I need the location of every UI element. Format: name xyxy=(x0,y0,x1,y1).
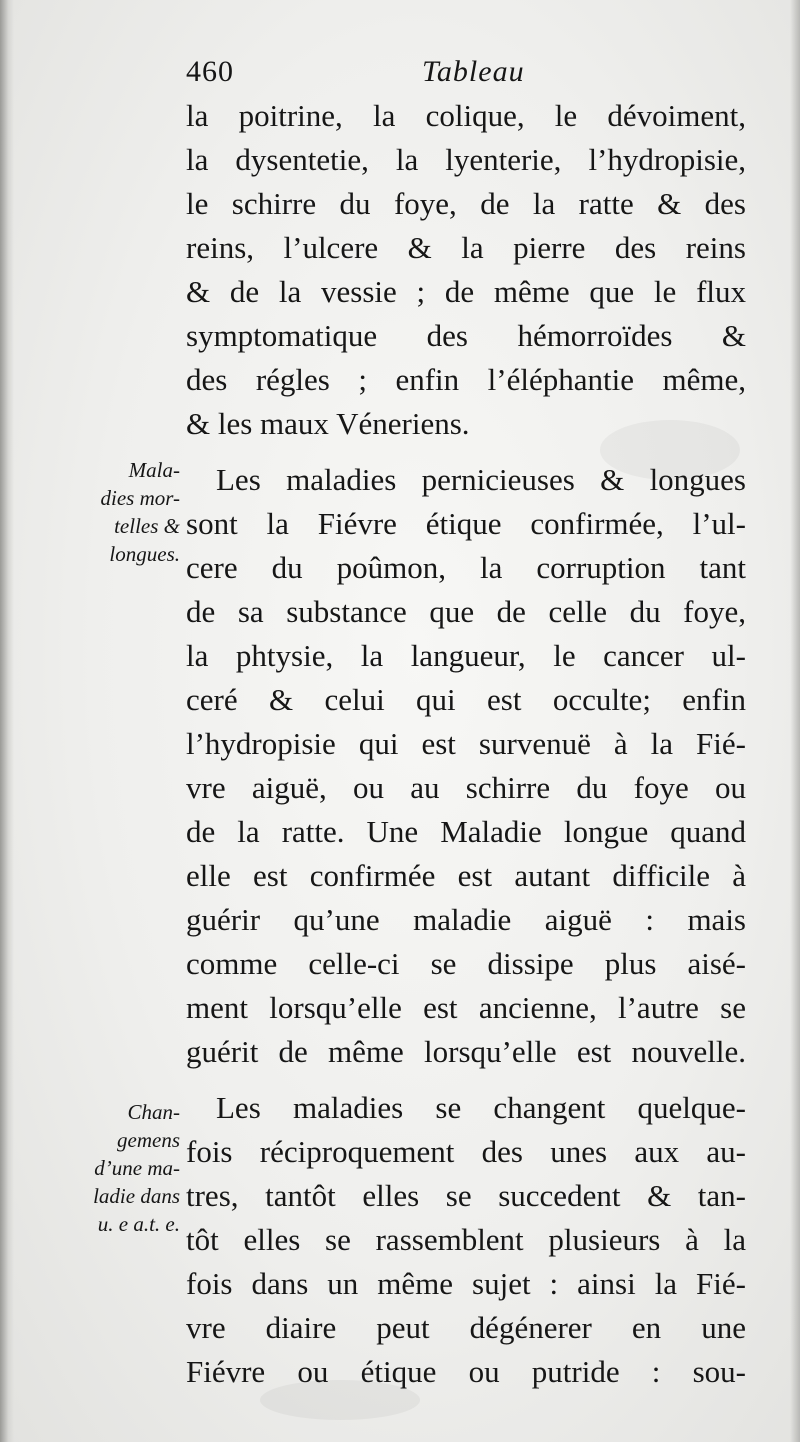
margin-note-changemens xyxy=(40,1098,180,1238)
text-line: le schirre du foye, de la ratte & des xyxy=(186,186,746,221)
margin-note-line: gemens xyxy=(117,1128,180,1152)
text-line: ceré & celui qui est occulte; enfin xyxy=(186,682,746,717)
margin-note-line: Mala- xyxy=(128,458,180,482)
text-line: symptomatique des hémorroïdes & xyxy=(186,318,746,353)
text-line: la phtysie, la langueur, le cancer ul- xyxy=(186,638,746,673)
margin-note-line: u. e a.t. e. xyxy=(97,1212,180,1236)
page-number: 460 xyxy=(186,55,234,88)
text-line: guérir qu’une maladie aiguë : mais xyxy=(186,902,746,937)
page-gutter-shadow xyxy=(0,0,14,1442)
margin-note-line: longues. xyxy=(109,542,180,566)
margin-note-line: d’une ma- xyxy=(94,1156,180,1180)
page-edge-shadow xyxy=(790,0,800,1442)
text-line: tôt elles se rassemblent plusieurs à la xyxy=(186,1222,746,1257)
paragraph-start-line: Les maladies se changent quelque- xyxy=(216,1090,746,1125)
text-line: fois dans un même sujet : ainsi la Fié- xyxy=(186,1266,746,1301)
text-line: cere du poûmon, la corruption tant xyxy=(186,550,746,585)
text-line: ment lorsqu’elle est ancienne, l’autre se xyxy=(186,990,746,1025)
text-line: sont la Fiévre étique confirmée, l’ul- xyxy=(186,506,746,541)
text-line: tres, tantôt elles se succedent & tan- xyxy=(186,1178,746,1213)
text-line: vre aiguë, ou au schirre du foye ou xyxy=(186,770,746,805)
text-line: la dysentetie, la lyenterie, l’hydropisie, xyxy=(186,142,746,177)
margin-note-line: dies mor- xyxy=(100,486,180,510)
text-line: vre diaire peut dégénerer en une xyxy=(186,1310,746,1345)
text-line: & de la vessie ; de même que le flux xyxy=(186,274,746,309)
margin-note-line: telles & xyxy=(114,514,180,538)
text-line: la poitrine, la colique, le dévoiment, xyxy=(186,98,746,133)
text-line: reins, l’ulcere & la pierre des reins xyxy=(186,230,746,265)
text-line: comme celle-ci se dissipe plus aisé- xyxy=(186,946,746,981)
text-line: fois réciproquement des unes aux au- xyxy=(186,1134,746,1169)
text-line: & les maux Véneriens. xyxy=(186,406,470,441)
text-line: Fiévre ou étique ou putride : sou- xyxy=(186,1354,746,1389)
margin-note-line: ladie dans xyxy=(93,1184,180,1208)
text-line: de la ratte. Une Maladie longue quand xyxy=(186,814,746,849)
text-line: guérit de même lorsqu’elle est nouvelle. xyxy=(186,1034,746,1069)
paragraph-start-line: Les maladies pernicieuses & longues xyxy=(216,462,746,497)
running-title: Tableau xyxy=(422,55,525,88)
text-line: des régles ; enfin l’éléphantie même, xyxy=(186,362,746,397)
text-line: elle est confirmée est autant difficile à xyxy=(186,858,746,893)
text-line: de sa substance que de celle du foye, xyxy=(186,594,746,629)
margin-note-maladies-mortelles xyxy=(40,456,180,568)
margin-note-line: Chan- xyxy=(127,1100,180,1124)
text-line: l’hydropisie qui est survenuë à la Fié- xyxy=(186,726,746,761)
running-header xyxy=(186,52,546,92)
